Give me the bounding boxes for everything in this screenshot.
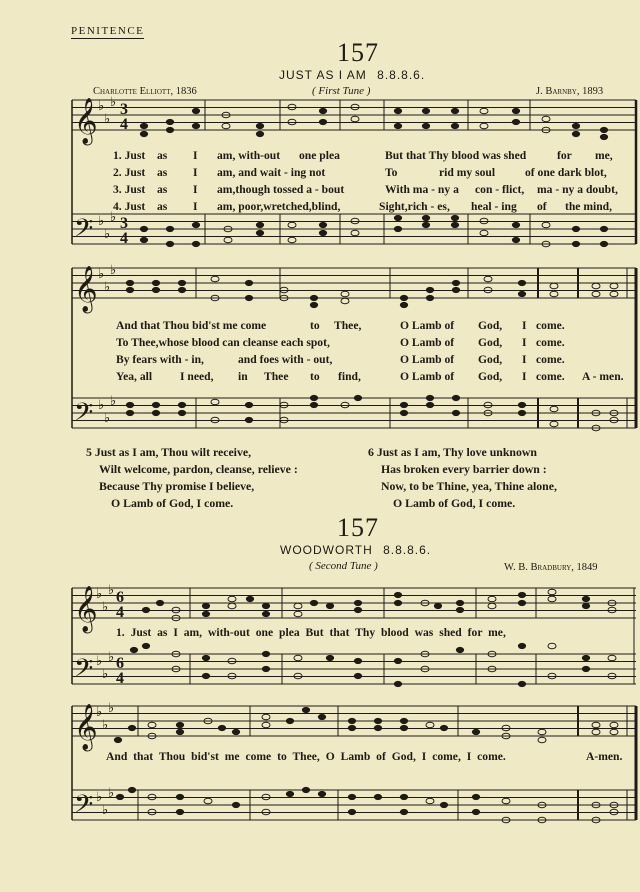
svg-text:♭: ♭ [102,803,109,818]
svg-text:♭: ♭ [110,210,117,225]
composer-credit-second: W. B. Bradbury, 1849 [504,562,598,573]
tune-note: ( First Tune ) [312,85,371,97]
lyric-verse-2-line-2: To Thee,whose blood can cleanse each spot, O Lamb of God, I come. [116,336,565,349]
tune-name: JUST AS I AM [279,68,367,82]
bass-clef-icon: 𝄢 [74,398,94,433]
bass-clef-icon: 𝄢 [74,654,94,689]
svg-text:3: 3 [120,101,128,118]
svg-text:♭: ♭ [108,786,115,801]
treble-clef-icon: 𝄞 [74,704,98,750]
svg-text:♭: ♭ [98,214,105,229]
svg-text:4: 4 [116,670,124,687]
stanza-5: 5 Just as I am, Thou wilt receive, Wilt welcome, pardon, cleanse, relieve : Because Thy promise I believe, O Lamb of God, I come. [86,445,298,510]
svg-text:♭: ♭ [110,95,117,110]
svg-text:♭: ♭ [102,600,109,615]
svg-text:♭: ♭ [96,587,103,602]
svg-text:♭: ♭ [102,667,109,682]
lyric-second-line-2: And that Thou bid'st me come to Thee, O Lamb of God, I come, I come. [106,750,506,763]
hymn-number: 157 [337,38,379,67]
treble-clef-icon: 𝄞 [74,586,98,632]
tune-note-second: ( Second Tune ) [309,560,378,572]
svg-text:♭: ♭ [110,263,117,278]
tune-meter: 8.8.8.6. [377,68,426,82]
svg-text:♭: ♭ [98,99,105,114]
svg-text:♭: ♭ [108,583,115,598]
svg-text:4: 4 [120,230,128,247]
lyric-verse-4-line-2: Yea, all I need, in Thee to find, O Lamb of God, I come. A - men. [116,370,624,383]
lyric-verse-2-line-1: 2. Just as I am, and wait - ing not To rid my soul of one dark blot, [113,166,607,179]
svg-text:♭: ♭ [104,280,111,295]
lyric-verse-4-line-1: 4. Just as I am, poor,wretched,blind, Sight,rich - es, heal - ing of the mind, [113,200,613,213]
svg-text:♭: ♭ [110,394,117,409]
bass-clef-icon: 𝄢 [74,790,94,825]
svg-text:♭: ♭ [102,718,109,733]
lyric-verse-1-line-1: 1. Just as I am, with-out one plea But that Thy blood was shed for me, [113,149,613,162]
lyric-verse-1-line-2: And that Thou bid'st me come to Thee, O Lamb of God, I come. [116,319,565,332]
svg-text:♭: ♭ [96,705,103,720]
svg-text:♭: ♭ [96,790,103,805]
svg-text:6: 6 [116,589,124,606]
amen-label: A-men. [586,750,623,763]
treble-clef-icon: 𝄞 [74,98,98,144]
section-title: PENITENCE [71,25,145,37]
hymn-number-second: 157 [337,513,379,542]
tune-name: WOODWORTH [280,543,373,557]
svg-text:♭: ♭ [98,267,105,282]
svg-text:3: 3 [120,215,128,232]
bass-clef-icon: 𝄢 [74,214,94,249]
svg-text:♭: ♭ [108,701,115,716]
author-credit: Charlotte Elliott, 1836 [93,86,197,97]
composer-credit: J. Barnby, 1893 [536,86,604,97]
svg-text:♭: ♭ [104,112,111,127]
treble-clef-icon: 𝄞 [74,266,98,312]
lyric-second-line-1: 1. Just as I am, with-out one plea But that Thy blood was shed for me, [116,626,506,639]
svg-text:6: 6 [116,655,124,672]
tune-title-second [280,543,431,557]
tune-meter: 8.8.8.6. [383,543,432,557]
svg-text:♭: ♭ [98,398,105,413]
svg-text:♭: ♭ [96,654,103,669]
lyric-verse-3-line-2: By fears with - in, and foes with - out, O Lamb of God, I come. [116,353,565,366]
lyric-verse-3-line-1: 3. Just as I am,though tossed a - bout With ma - ny a con - flict, ma - ny a doubt, [113,183,618,196]
svg-text:4: 4 [120,116,128,133]
svg-text:4: 4 [116,604,124,621]
svg-text:♭: ♭ [108,650,115,665]
svg-text:♭: ♭ [104,411,111,426]
stanza-6: 6 Just as I am, Thy love unknown Has broken every barrier down : Now, to be Thine, yea, Thine alone, O Lamb of God, I come. [368,445,557,510]
svg-text:♭: ♭ [104,227,111,242]
